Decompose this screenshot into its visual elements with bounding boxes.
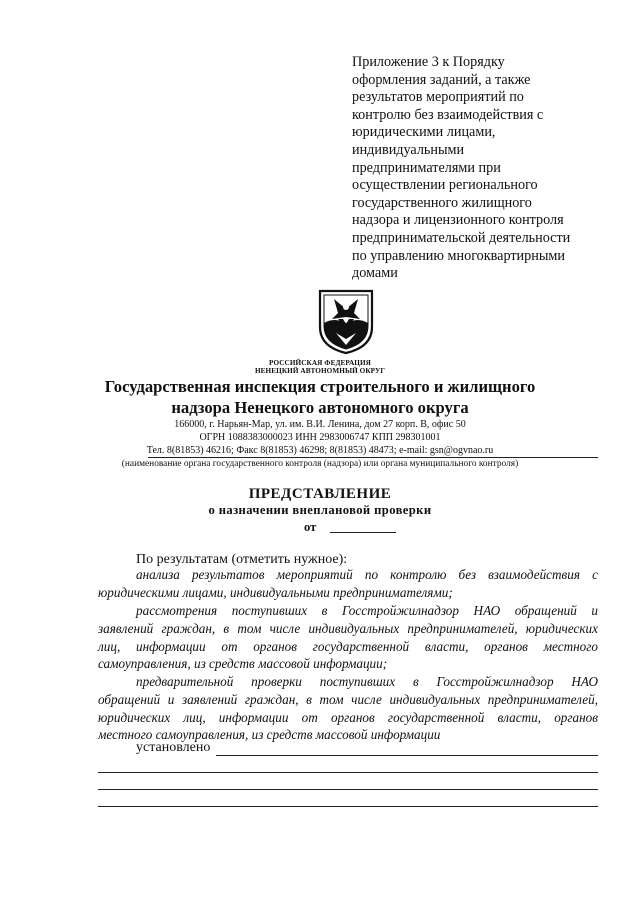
appendix-line: по управлению многоквартирными [352, 247, 565, 264]
option-preliminary-line: обращений и заявлений граждан, в том числе индивидуальных предпринимателей, [98, 691, 598, 707]
appendix-line: предпринимательской деятельности [352, 229, 571, 246]
option-analysis-line: анализа результатов мероприятий по контролю без взаимодействия с [136, 567, 598, 582]
appendix-line: Приложение 3 к Порядку [352, 54, 505, 70]
appendix-line: юридическими лицами, [352, 124, 496, 141]
appendix-note [352, 54, 592, 283]
document-subtitle: о назначении внеплановой проверки [208, 503, 432, 517]
option-preliminary-line: предварительной проверки поступивших в Госстройжилнадзор НАО [136, 674, 598, 689]
option-preliminary [98, 673, 598, 744]
appendix-line: домами [352, 265, 398, 282]
option-analysis-line: юридическими лицами, индивидуальными предпринимателями; [98, 584, 453, 600]
header-divider [148, 457, 598, 458]
fill-line [98, 789, 598, 790]
country-name: РОССИЙСКАЯ ФЕДЕРАЦИЯ [269, 359, 371, 367]
appendix-line: осуществлении регионального [352, 177, 538, 194]
option-preliminary-line: местного самоуправления, из средств массовой информации [98, 727, 441, 743]
option-review [98, 602, 598, 673]
document-title: ПРЕДСТАВЛЕНИЕ [248, 486, 392, 502]
appendix-line: контролю без взаимодействия с [352, 106, 544, 123]
appendix-line: надзора и лицензионного контроля [352, 212, 564, 229]
appendix-line: оформления заданий, а также [352, 71, 531, 88]
option-review-line: лиц, информации от органов государственной власти, органов местного [98, 638, 598, 654]
option-review-line: самоуправления, из средств массовой информации; [98, 656, 388, 672]
organization-name-line1: Государственная инспекция строительного и жилищного [104, 377, 536, 396]
fill-line [98, 772, 598, 773]
fill-line [98, 806, 598, 807]
option-review-line: заявлений граждан, в том числе индивидуальных предпринимателей, юридических [98, 620, 598, 636]
organization-caption: (наименование органа государственного контроля (надзора) или органа муниципального контроля) [121, 459, 519, 469]
date-fill-line [330, 532, 396, 533]
organization-address: 166000, г. Нарьян-Мар, ул. им. В.И. Ленина, дом 27 корп. В, офис 50 [174, 419, 466, 430]
option-review-line: рассмотрения поступивших в Госстройжилнадзор НАО обращений и [136, 603, 598, 618]
coat-of-arms-emblem [316, 289, 376, 355]
appendix-line: государственного жилищного [352, 194, 532, 211]
installed-label: установлено [136, 740, 211, 755]
appendix-line: результатов мероприятий по [352, 89, 524, 106]
installed-fill-line [216, 755, 598, 756]
date-label: от [304, 520, 317, 534]
organization-registration: ОГРН 1088383000023 ИНН 2983006747 КПП 298301001 [199, 432, 441, 443]
region-name: НЕНЕЦКИЙ АВТОНОМНЫЙ ОКРУГ [254, 367, 386, 375]
appendix-line: предпринимателями при [352, 159, 501, 176]
option-analysis [98, 566, 598, 602]
organization-contacts: Тел. 8(81853) 46216; Факс 8(81853) 46298; 8(81853) 48473; e-mail: gsn@ogvnao.ru [146, 445, 494, 456]
option-preliminary-line: юридических лиц, информации от органов государственной власти, органов [98, 709, 598, 725]
appendix-line: индивидуальными [352, 141, 465, 158]
organization-name-line2: надзора Ненецкого автономного округа [171, 398, 469, 417]
intro-text: По результатам (отметить нужное): [136, 552, 348, 567]
